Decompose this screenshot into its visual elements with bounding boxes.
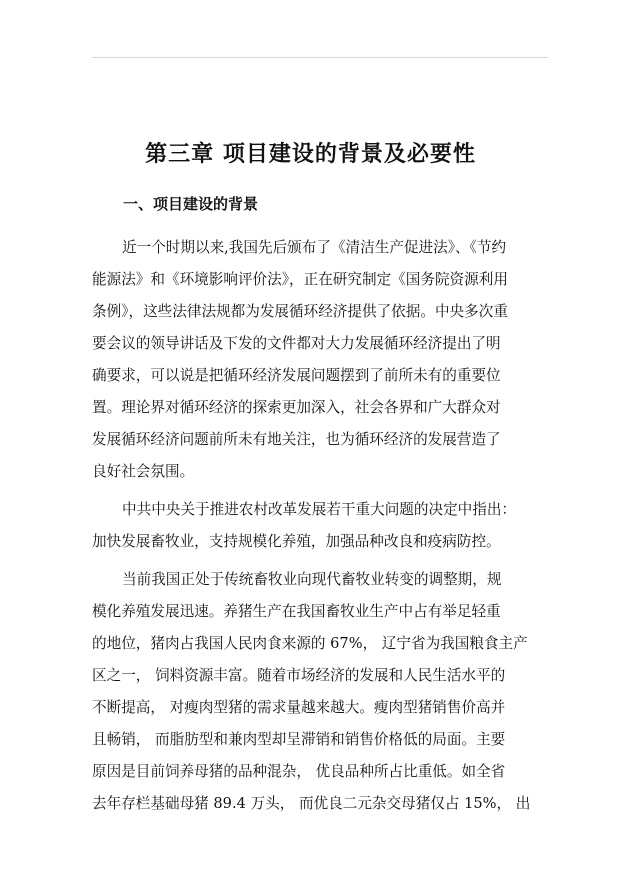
paragraph-1-line: 置。理论界对循环经济的探索更加深入，社会各界和广大群众对 (92, 399, 501, 416)
paragraph-1-line: 能源法》和《环境影响评价法》，正在研究制定《国务院资源利用 (92, 271, 508, 288)
paragraph-3-line: 当前我国正处于传统畜牧业向现代畜牧业转变的调整期，规 (122, 571, 502, 588)
section-heading: 一、项目建设的背景 (123, 195, 259, 213)
paragraph-1-line: 条例》，这些法律法规都为发展循环经济提供了依据。中央多次重 (92, 303, 508, 320)
paragraph-1-line: 要会议的领导讲话及下发的文件都对大力发展循环经济提出了明 (92, 335, 501, 352)
header-rule (92, 57, 548, 58)
paragraph-3-line: 原因是目前饲养母猪的品种混杂， 优良品种所占比重低。如全省 (92, 763, 506, 780)
paragraph-3-line: 区之一， 饲料资源丰富。随着市场经济的发展和人民生活水平的 (92, 667, 506, 684)
paragraph-2-line: 中共中央关于推进农村改革发展若干重大问题的决定中指出： (122, 501, 517, 518)
paragraph-1-line: 近一个时期以来,我国先后颁布了《清洁生产促进法》、《节约 (122, 239, 507, 256)
paragraph-3-line: 且畅销， 而脂肪型和兼肉型却呈滞销和销售价格低的局面。主要 (92, 731, 506, 748)
paragraph-1-line: 确要求，可以说是把循环经济发展问题摆到了前所未有的重要位 (92, 367, 501, 384)
paragraph-3-line: 不断提高， 对瘦肉型猪的需求量越来越大。瘦肉型猪销售价高并 (92, 699, 506, 716)
chapter-title: 第三章 项目建设的背景及必要性 (145, 141, 476, 167)
paragraph-3-line: 去年存栏基础母猪 89.4 万头， 而优良二元杂交母猪仅占 15%， 出 (92, 795, 531, 812)
paragraph-3-line: 的地位，猪肉占我国人民肉食来源的 67%， 辽宁省为我国粮食主产 (92, 635, 528, 652)
paragraph-1-line: 良好社会氛围。 (92, 463, 195, 480)
paragraph-1-line: 发展循环经济问题前所未有地关注，也为循环经济的发展营造了 (92, 431, 501, 448)
paragraph-3-line: 模化养殖发展迅速。养猪生产在我国畜牧业生产中占有举足轻重 (92, 603, 501, 620)
paragraph-2-line: 加快发展畜牧业，支持规模化养殖，加强品种改良和疫病防控。 (92, 533, 501, 550)
